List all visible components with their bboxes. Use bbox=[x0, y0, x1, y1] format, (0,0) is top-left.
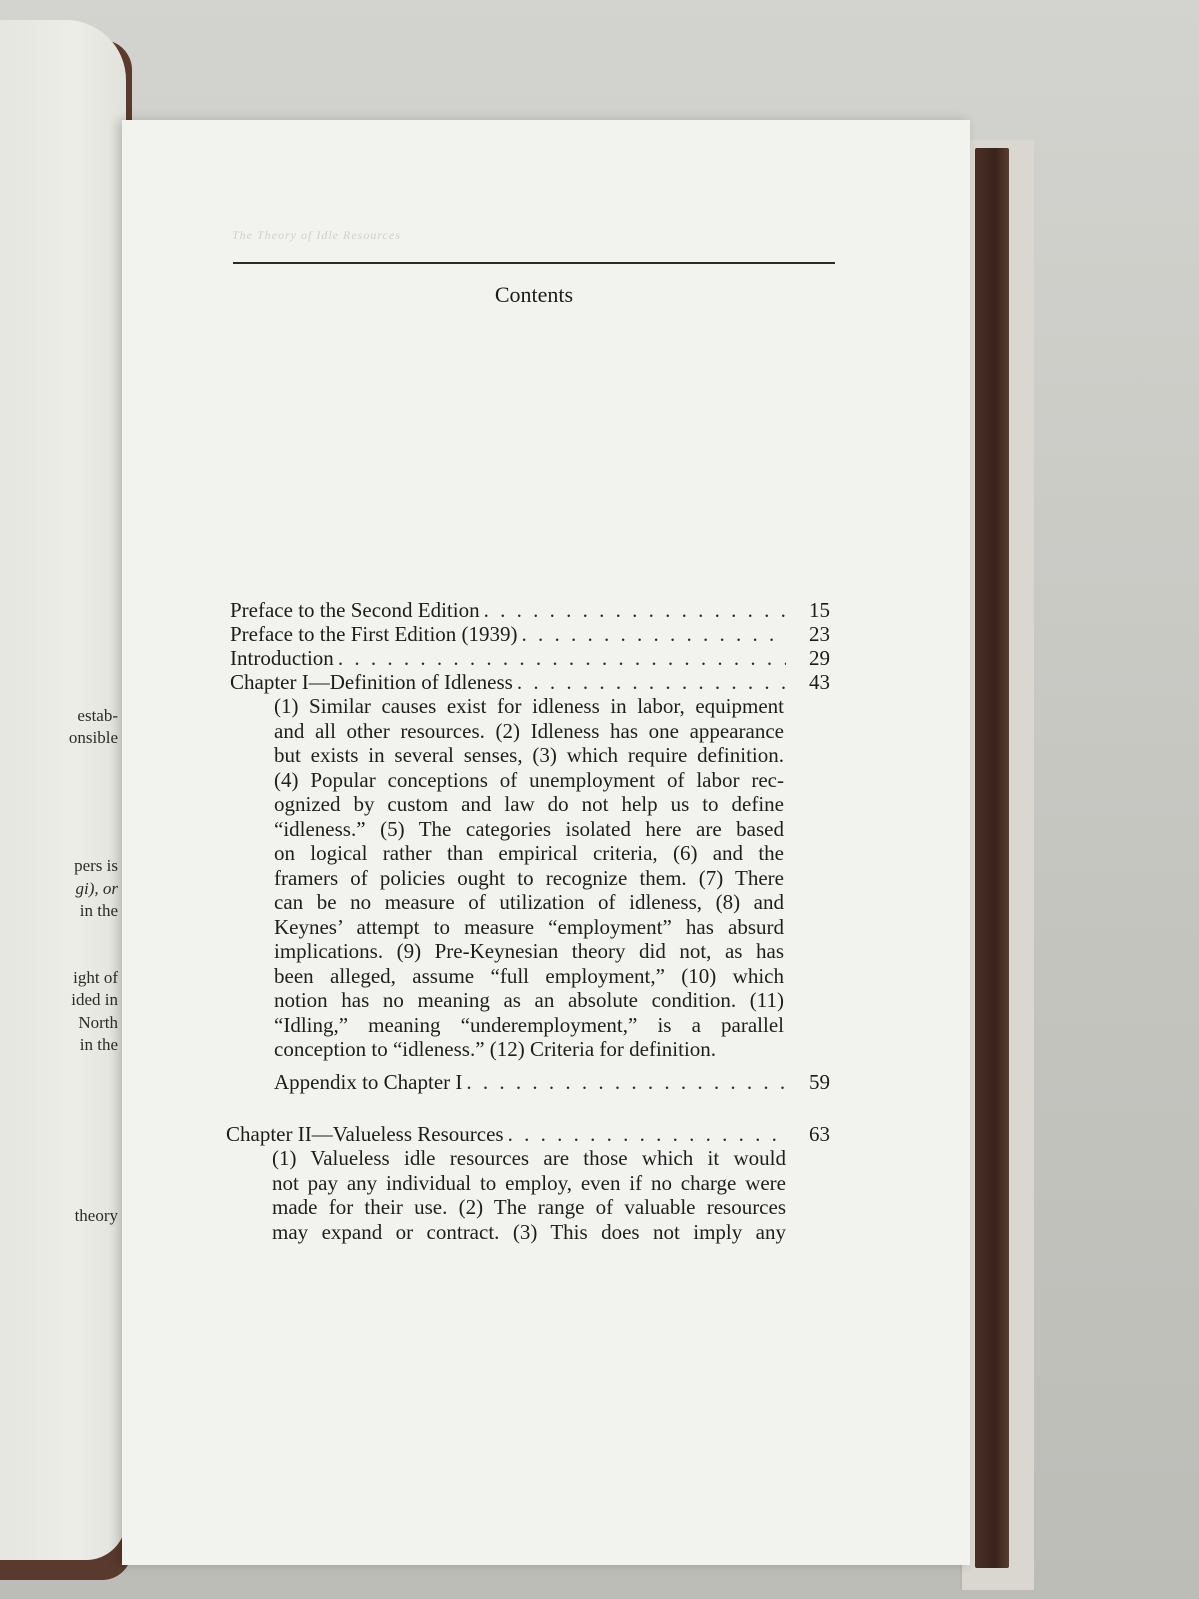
toc-entry[interactable] bbox=[230, 670, 830, 694]
toc-entry-page: 63 bbox=[809, 1122, 830, 1146]
chapter-1-summary bbox=[274, 694, 784, 1062]
summary-line: can be no measure of utilization of idleness, (8) and bbox=[274, 890, 784, 914]
dot-leader bbox=[517, 670, 786, 695]
summary-line: implications. (9) Pre-Keynesian theory did not, as has bbox=[274, 939, 784, 963]
summary-line: ognized by custom and law do not help us to define bbox=[274, 792, 784, 816]
toc-entry-title: Appendix to Chapter I bbox=[274, 1070, 463, 1094]
left-page-fragment: gi), or bbox=[75, 879, 118, 898]
left-page-fragment: pers is bbox=[74, 856, 118, 875]
toc-entry-page: 15 bbox=[809, 598, 830, 622]
summary-line: and all other resources. (2) Idleness has one appearance bbox=[274, 718, 784, 743]
summary-line: (1) Valueless idle resources are those which it would bbox=[272, 1146, 786, 1170]
summary-line: framers of policies ought to recognize them. (7) There bbox=[274, 865, 784, 890]
summary-line: “Idling,” meaning “underemployment,” is a parallel bbox=[274, 1012, 784, 1037]
book-cover-edge bbox=[975, 148, 1009, 1568]
left-page-fragment: ight of bbox=[73, 968, 118, 987]
summary-line: (1) Similar causes exist for idleness in labor, equipment bbox=[274, 694, 784, 718]
summary-line: been alleged, assume “full employment,” (10) which bbox=[274, 963, 784, 988]
left-page bbox=[0, 20, 126, 1560]
chapter-2-summary bbox=[272, 1146, 786, 1244]
left-page-fragment: North bbox=[78, 1013, 118, 1032]
toc-entry-title: Chapter I—Definition of Idleness bbox=[230, 670, 513, 694]
running-head-bleedthrough: The Theory of Idle Resources bbox=[232, 228, 401, 242]
left-page-fragment: in the bbox=[79, 1035, 118, 1054]
page-title: Contents bbox=[494, 282, 574, 307]
left-page-fragment: estab- bbox=[77, 706, 118, 725]
toc-entry[interactable] bbox=[226, 1122, 830, 1146]
toc-entry[interactable] bbox=[230, 646, 830, 670]
toc-entry-title: Chapter II—Valueless Resources bbox=[226, 1122, 504, 1146]
toc-entry-page: 23 bbox=[809, 622, 830, 646]
left-page-fragment: theory bbox=[74, 1206, 118, 1225]
summary-line: but exists in several senses, (3) which require definition. bbox=[274, 743, 784, 767]
left-page-fragment: in the bbox=[79, 901, 118, 920]
summary-line: made for their use. (2) The range of valuable resources bbox=[272, 1195, 786, 1219]
toc-entry-page: 43 bbox=[809, 670, 830, 694]
dot-leader bbox=[508, 1122, 786, 1147]
summary-line: “idleness.” (5) The categories isolated here are based bbox=[274, 816, 784, 841]
toc-entry-title: Preface to the Second Edition bbox=[230, 598, 480, 622]
header-rule bbox=[233, 262, 835, 264]
toc-entry-page: 29 bbox=[809, 646, 830, 670]
summary-line: (4) Popular conceptions of unemployment of labor rec- bbox=[274, 767, 784, 792]
summary-line: on logical rather than empirical criteria, (6) and the bbox=[274, 841, 784, 865]
summary-line: not pay any individual to employ, even if no charge were bbox=[272, 1170, 786, 1195]
dot-leader bbox=[522, 622, 786, 647]
dot-leader bbox=[484, 598, 786, 623]
left-page-fragment: ided in bbox=[71, 990, 118, 1009]
toc-entry[interactable] bbox=[230, 598, 830, 622]
summary-line: conception to “idleness.” (12) Criteria for definition. bbox=[274, 1037, 717, 1061]
dot-leader bbox=[466, 1070, 786, 1095]
summary-line: Keynes’ attempt to measure “employment” has absurd bbox=[274, 914, 784, 939]
summary-line: may expand or contract. (3) This does not imply any bbox=[272, 1219, 786, 1244]
toc-entry-title: Preface to the First Edition (1939) bbox=[230, 622, 518, 646]
toc-entry[interactable] bbox=[274, 1070, 830, 1094]
toc-entry-title: Introduction bbox=[230, 646, 334, 670]
summary-line: notion has no meaning as an absolute condition. (11) bbox=[274, 988, 784, 1012]
toc-entry-page: 59 bbox=[809, 1070, 830, 1094]
left-page-fragment: onsible bbox=[68, 728, 118, 747]
dot-leader bbox=[338, 646, 786, 671]
toc-entry[interactable] bbox=[230, 622, 830, 646]
